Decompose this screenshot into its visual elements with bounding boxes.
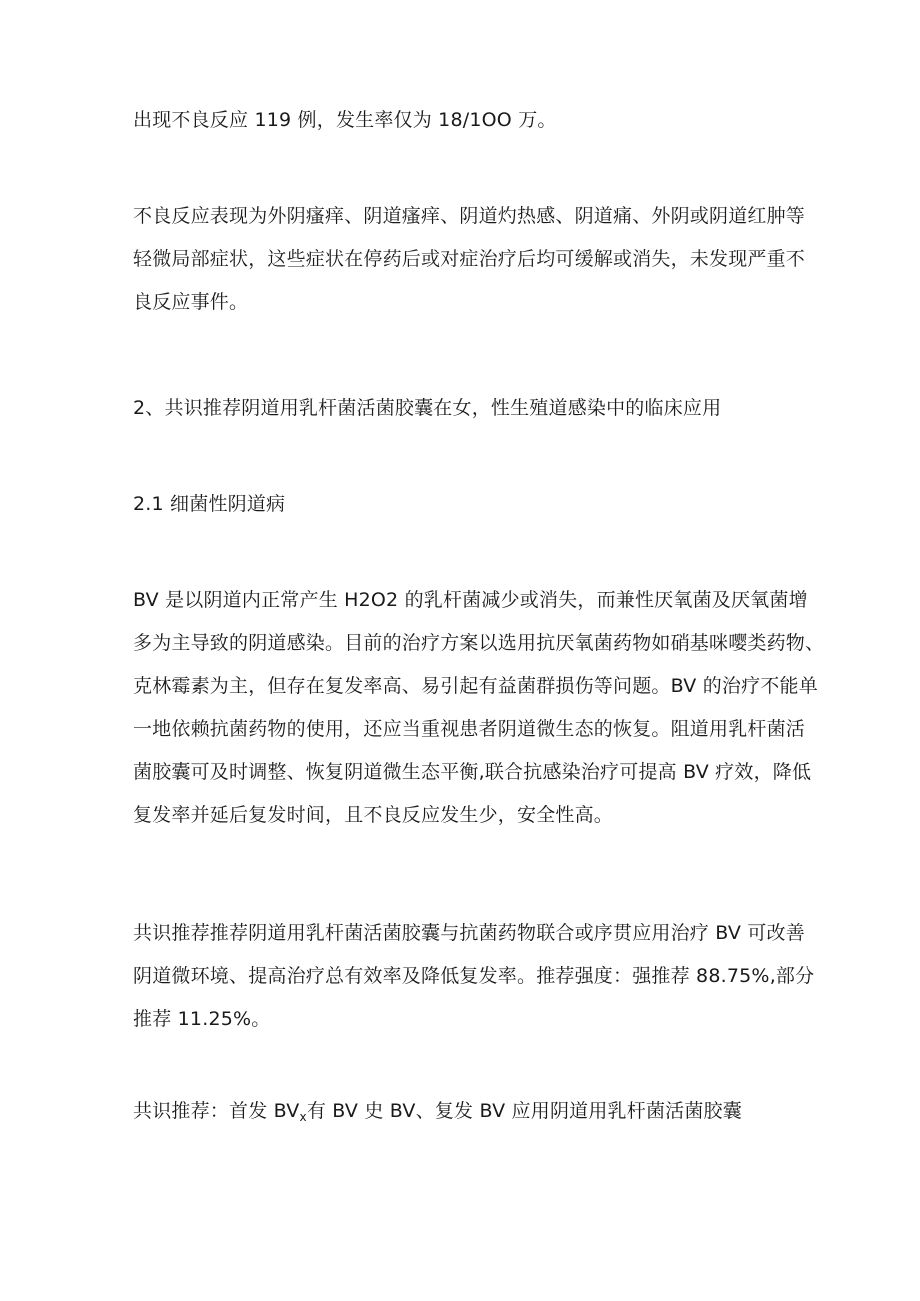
text-line: 克林霉素为主，但存在复发率高、易引起有益菌群损伤等问题。BV 的治疗不能单 xyxy=(133,675,818,697)
text-line: 良反应事件。 xyxy=(133,291,249,313)
text-line: BV 是以阴道内正常产生 H2O2 的乳杆菌减少或消失，而兼性厌氧菌及厌氧菌增 xyxy=(133,589,808,611)
text-line: 阴道微环境、提高治疗总有效率及降低复发率。推荐强度：强推荐 88.75%,部分 xyxy=(133,965,815,987)
text-line: 出现不良反应 119 例，发生率仅为 18/1OO 万。 xyxy=(133,109,557,131)
text-line: 多为主导致的阴道感染。目前的治疗方案以选用抗厌氧菌药物如硝基咪嘤类药物、 xyxy=(133,632,825,654)
text-line: 不良反应表现为外阴瘙痒、阴道瘙痒、阴道灼热感、阴道痛、外阴或阴道红肿等 xyxy=(133,205,806,227)
heading-text: 2.1 细菌性阴道病 xyxy=(133,493,286,515)
paragraph-consensus-recommendation xyxy=(133,912,813,1041)
section-2-heading xyxy=(133,387,813,430)
heading-text: 2、共识推荐阴道用乳杆菌活菌胶囊在女，性生殖道感染中的临床应用 xyxy=(133,397,722,419)
text-line xyxy=(133,1090,813,1133)
text-before-subscript: 共识推荐：首发 BV xyxy=(133,1100,300,1122)
section-2-1-heading xyxy=(133,483,813,526)
text-line: 推荐 11.25%。 xyxy=(133,1008,271,1030)
text-line: 轻微局部症状，这些症状在停药后或对症治疗后均可缓解或消失，未发现严重不 xyxy=(133,248,806,270)
paragraph-adverse-reaction-rate xyxy=(133,99,813,142)
text-line: 共识推荐推荐阴道用乳杆菌活菌胶囊与抗菌药物联合或序贯应用治疗 BV 可改善 xyxy=(133,922,805,944)
text-after-subscript: 有 BV 史 BV、复发 BV 应用阴道用乳杆菌活菌胶囊 xyxy=(306,1100,742,1122)
subscript-text: x xyxy=(299,1110,307,1124)
text-line: 一地依赖抗菌药物的使用，还应当重视患者阴道微生态的恢复。阻道用乳杆菌活 xyxy=(133,718,806,740)
paragraph-adverse-reaction-symptoms xyxy=(133,195,813,324)
text-line: 复发率并延后复发时间，且不良反应发生少，安全性高。 xyxy=(133,804,614,826)
paragraph-consensus-recommendation-short xyxy=(133,1090,813,1133)
text-line: 菌胶囊可及时调整、恢复阴道微生态平衡,联合抗感染治疗可提高 BV 疗效，降低 xyxy=(133,761,812,783)
paragraph-bv-description xyxy=(133,579,825,837)
